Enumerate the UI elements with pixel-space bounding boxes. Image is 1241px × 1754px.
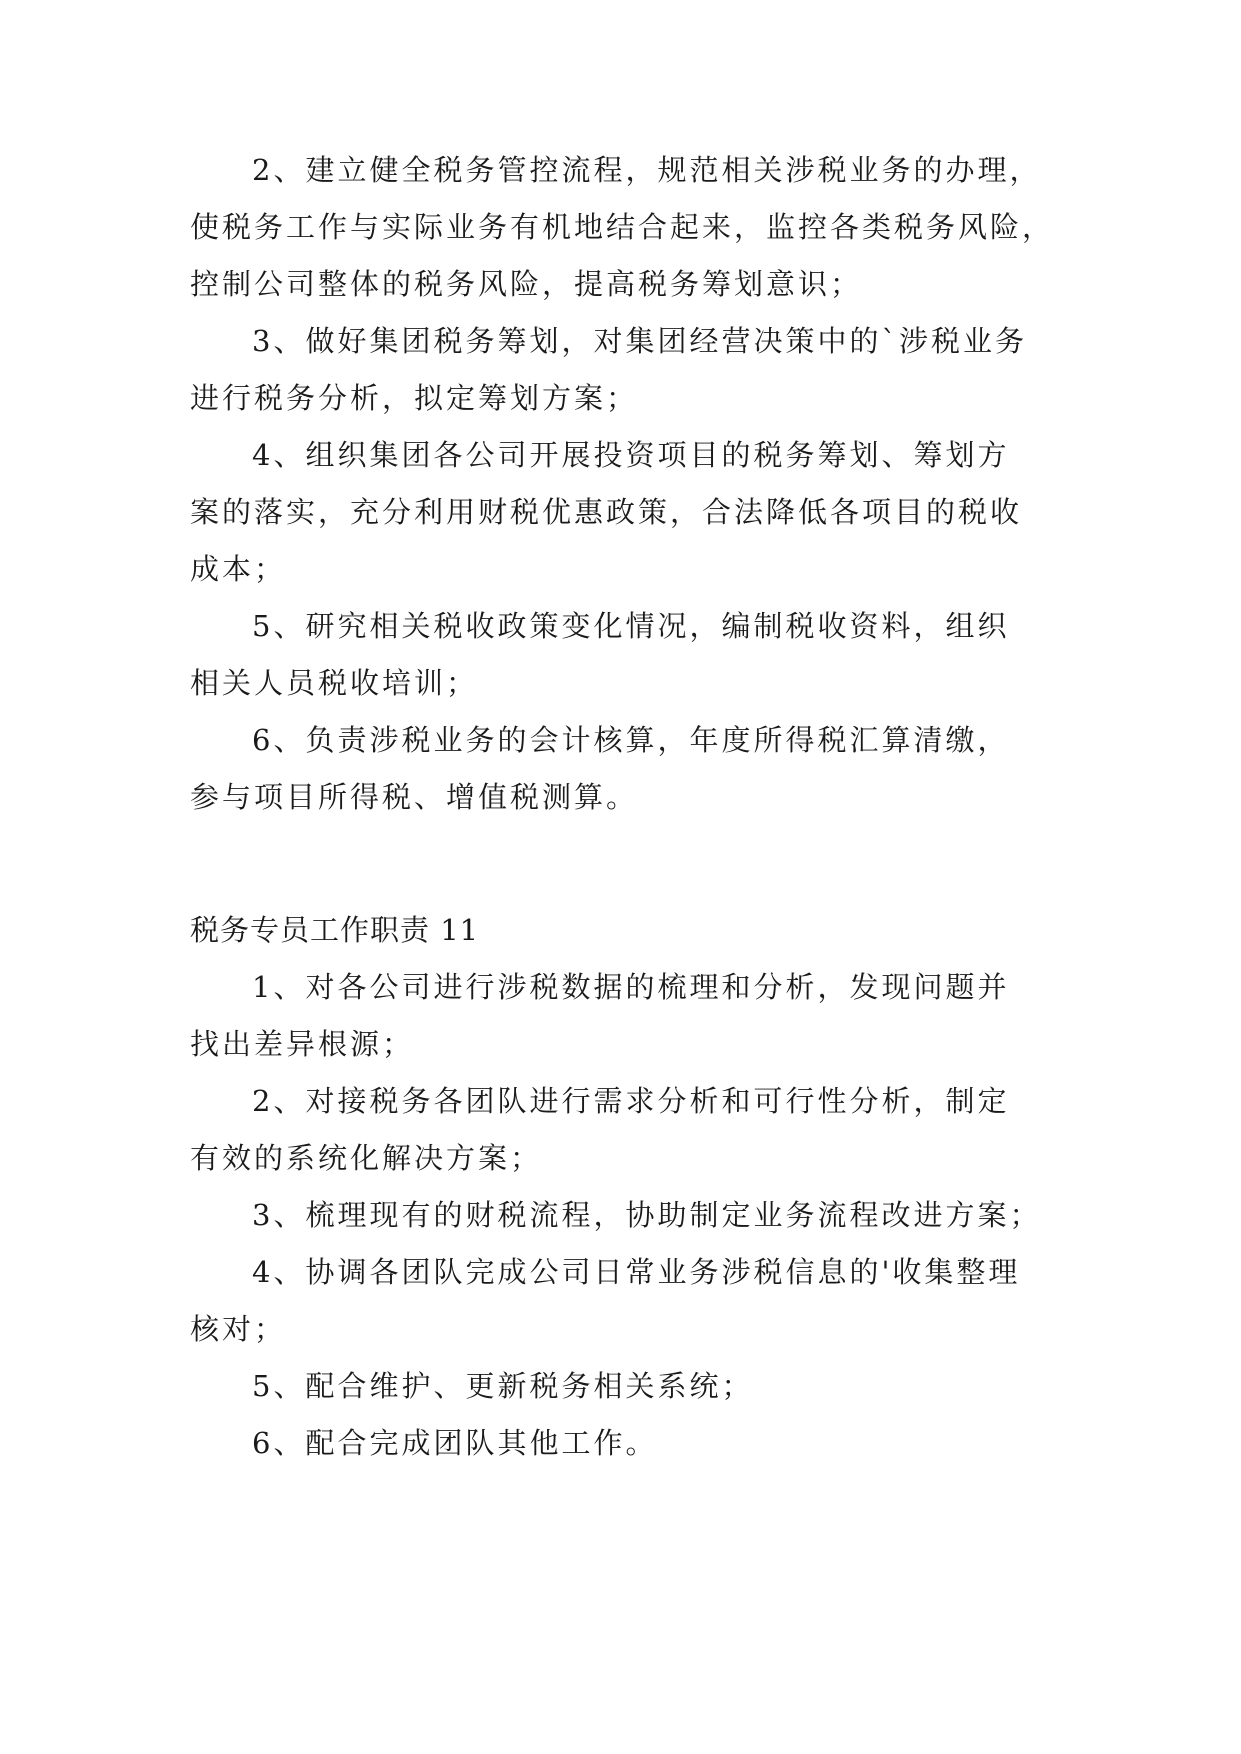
s1-item-5-line-1: 5、研究相关税收政策变化情况，编制税收资料，组织 [252,609,1010,643]
s2-item-6-line-1: 6、配合完成团队其他工作。 [252,1426,658,1460]
s2-item-2-line-1: 2、对接税务各团队进行需求分析和可行性分析，制定 [252,1084,1010,1118]
s1-item-6-line-2: 参与项目所得税、增值税测算。 [190,780,639,814]
s1-item-4-line-1: 4、组织集团各公司开展投资项目的税务筹划、筹划方 [252,438,1010,472]
s1-item-6-line-1: 6、负责涉税业务的会计核算，年度所得税汇算清缴， [252,723,1010,757]
s2-item-4-line-1: 4、协调各团队完成公司日常业务涉税信息的'收集整理 [252,1255,1021,1289]
s1-item-4-line-2: 案的落实，充分利用财税优惠政策，合法降低各项目的税收 [190,495,1023,529]
s1-item-5-line-2: 相关人员税收培训； [190,666,479,700]
s2-item-3-line-1: 3、梳理现有的财税流程，协助制定业务流程改进方案； [252,1198,1042,1232]
s1-item-2-line-1: 2、建立健全税务管控流程，规范相关涉税业务的办理， [252,153,1042,187]
s2-item-1-line-2: 找出差异根源； [190,1027,415,1061]
s2-item-5-line-1: 5、配合维护、更新税务相关系统； [252,1369,754,1403]
s2-item-2-line-2: 有效的系统化解决方案； [190,1141,543,1175]
s1-item-4-line-3: 成本； [190,552,287,586]
s1-item-3-line-1: 3、做好集团税务筹划，对集团经营决策中的`涉税业务 [252,324,1027,358]
s1-item-3-line-2: 进行税务分析，拟定筹划方案； [190,381,639,415]
section-heading: 税务专员工作职责 11 [190,913,480,947]
s2-item-1-line-1: 1、对各公司进行涉税数据的梳理和分析，发现问题并 [252,970,1010,1004]
s2-item-4-line-2: 核对； [190,1312,287,1346]
s1-item-2-line-3: 控制公司整体的税务风险，提高税务筹划意识； [190,267,863,301]
s1-item-2-line-2: 使税务工作与实际业务有机地结合起来，监控各类税务风险， [190,210,1055,244]
